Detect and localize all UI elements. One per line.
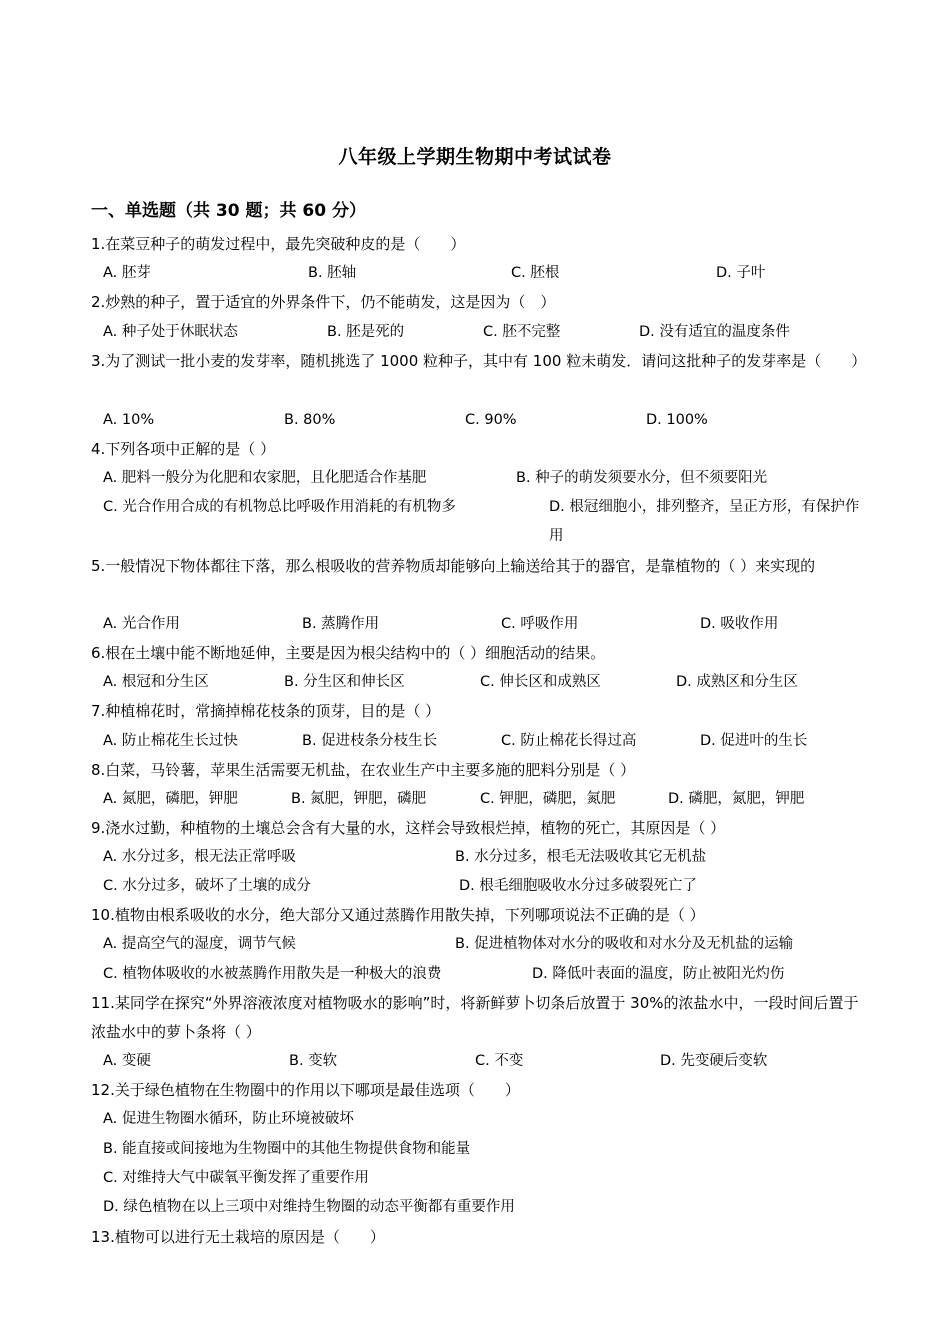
option-row <box>103 872 863 901</box>
question-stem: 10.植物由根系吸收的水分，绝大部分又通过蒸腾作用散失掉，下列哪项说法不正确的是（ ） <box>91 906 705 924</box>
question-stem: 11.某同学在探究“外界溶液浓度对植物吸水的影响”时，将新鲜萝卜切条后放置于 30%的浓盐水中，一段时间后置于浓盐水中的萝卜条将（ ） <box>91 994 859 1042</box>
page-title: 八年级上学期生物期中考试试卷 <box>338 146 612 168</box>
option-a: A. 防止棉花生长过快 <box>103 733 238 749</box>
option-c: C. 不变 <box>475 1053 524 1069</box>
option-b: B. 种子的萌发须要水分，但不须要阳光 <box>516 470 768 486</box>
option-c: C. 植物体吸收的水被蒸腾作用散失是一种极大的浪费 <box>103 966 442 982</box>
option-d: D. 吸收作用 <box>700 616 779 632</box>
option-c: C. 对维持大气中碳氧平衡发挥了重要作用 <box>103 1170 369 1186</box>
question-stem: 9.浇水过勤，种植物的土壤总会含有大量的水，这样会导致根烂掉，植物的死亡，其原因是（ ） <box>91 819 726 837</box>
option-d: D. 根毛细胞吸收水分过多破裂死亡了 <box>459 878 697 894</box>
option-d: D. 磷肥，氮肥，钾肥 <box>668 791 805 807</box>
option-a: A. 提高空气的湿度，调节气候 <box>103 936 296 952</box>
option-c: C. 光合作用合成的有机物总比呼吸作用消耗的有机物多 <box>103 499 456 515</box>
option-row <box>103 464 863 493</box>
option-c: C. 钾肥，磷肥，氮肥 <box>480 791 616 807</box>
option-row <box>103 668 863 697</box>
option-row <box>103 930 863 959</box>
option-row <box>103 1105 863 1134</box>
option-row <box>103 1164 863 1193</box>
option-b: B. 胚轴 <box>308 265 357 281</box>
question-stem: 5.一般情况下物体都往下落，那么根吸收的营养物质却能够向上输送给其于的器官，是靠植物的（ ）来实现的 <box>91 557 816 575</box>
option-a: A. 种子处于休眠状态 <box>103 324 238 340</box>
option-d-text: D. 根冠细胞小，排列整齐，呈正方形，有保护作用 <box>549 499 860 545</box>
option-d: D. 100% <box>646 412 708 428</box>
question-stem: 3.为了测试一批小麦的发芽率，随机挑选了 1000 粒种子，其中有 100 粒未萌发．请问这批种子的发芽率是（ ） <box>91 352 867 370</box>
option-row <box>103 1047 863 1076</box>
option-a: A. 肥料一般分为化肥和农家肥，且化肥适合作基肥 <box>103 470 427 486</box>
option-b: B. 水分过多，根毛无法吸收其它无机盐 <box>455 849 707 865</box>
option-a: A. 10% <box>103 412 155 428</box>
option-d: D. 没有适宜的温度条件 <box>639 324 790 340</box>
option-c: C. 伸长区和成熟区 <box>480 674 601 690</box>
option-d: D. 促进叶的生长 <box>700 733 808 749</box>
option-b: B. 变软 <box>289 1053 338 1069</box>
option-d: D. 成熟区和分生区 <box>676 674 798 690</box>
option-b: B. 能直接或间接地为生物圈中的其他生物提供食物和能量 <box>103 1141 471 1157</box>
option-a: A. 光合作用 <box>103 616 180 632</box>
option-row <box>103 259 863 288</box>
option-row <box>103 610 863 639</box>
option-b: B. 促进植物体对水分的吸收和对水分及无机盐的运输 <box>455 936 794 952</box>
question-stem: 4.下列各项中正解的是（ ） <box>91 440 276 458</box>
question-stem: 12.关于绿色植物在生物圈中的作用以下哪项是最佳选项（ ） <box>91 1081 520 1099</box>
option-d: D. 降低叶表面的温度，防止被阳光灼伤 <box>532 966 785 982</box>
option-b: B. 氮肥，钾肥，磷肥 <box>291 791 427 807</box>
question-stem: 1.在菜豆种子的萌发过程中，最先突破种皮的是（ ） <box>91 235 466 253</box>
option-b: B. 蒸腾作用 <box>302 616 380 632</box>
question-stem: 13.植物可以进行无土栽培的原因是（ ） <box>91 1228 385 1246</box>
option-row <box>103 727 863 756</box>
option-b: B. 分生区和伸长区 <box>284 674 405 690</box>
option-c: C. 90% <box>465 412 517 428</box>
option-a: A. 变硬 <box>103 1053 151 1069</box>
section-heading: 一、单选题（共 30 题；共 60 分） <box>91 201 366 221</box>
option-c: C. 胚不完整 <box>483 324 561 340</box>
question-stem: 8.白菜，马铃薯，苹果生活需要无机盐，在农业生产中主要多施的肥料分别是（ ） <box>91 761 636 779</box>
option-row <box>103 960 863 989</box>
option-row <box>103 1135 863 1164</box>
option-row <box>103 843 863 872</box>
option-a: A. 根冠和分生区 <box>103 674 209 690</box>
option-a: A. 胚芽 <box>103 265 151 281</box>
option-d: D. 先变硬后变软 <box>660 1053 768 1069</box>
option-row <box>103 318 863 347</box>
option-d: D. 子叶 <box>716 265 766 281</box>
option-row <box>103 1193 863 1222</box>
option-d <box>103 493 863 552</box>
option-row <box>103 406 863 435</box>
question-stem: 6.根在土壤中能不断地延伸，主要是因为根尖结构中的（ ）细胞活动的结果。 <box>91 644 606 662</box>
option-c: C. 呼吸作用 <box>501 616 579 632</box>
option-b: B. 促进枝条分枝生长 <box>302 733 438 749</box>
option-c: C. 胚根 <box>511 265 560 281</box>
option-b: B. 胚是死的 <box>327 324 405 340</box>
option-c: C. 防止棉花长得过高 <box>501 733 637 749</box>
option-a: A. 水分过多，根无法正常呼吸 <box>103 849 296 865</box>
option-row <box>103 785 863 814</box>
question-stem: 2.炒熟的种子，置于适宜的外界条件下，仍不能萌发，这是因为（ ） <box>91 293 556 311</box>
option-a: A. 氮肥，磷肥，钾肥 <box>103 791 238 807</box>
option-d: D. 绿色植物在以上三项中对维持生物圈的动态平衡都有重要作用 <box>103 1199 515 1215</box>
option-a: A. 促进生物圈水循环，防止环境被破坏 <box>103 1111 354 1127</box>
option-c: C. 水分过多，破坏了土壤的成分 <box>103 878 311 894</box>
question-stem: 7.种植棉花时，常摘掉棉花枝条的顶芽，目的是（ ） <box>91 702 441 720</box>
option-b: B. 80% <box>284 412 336 428</box>
